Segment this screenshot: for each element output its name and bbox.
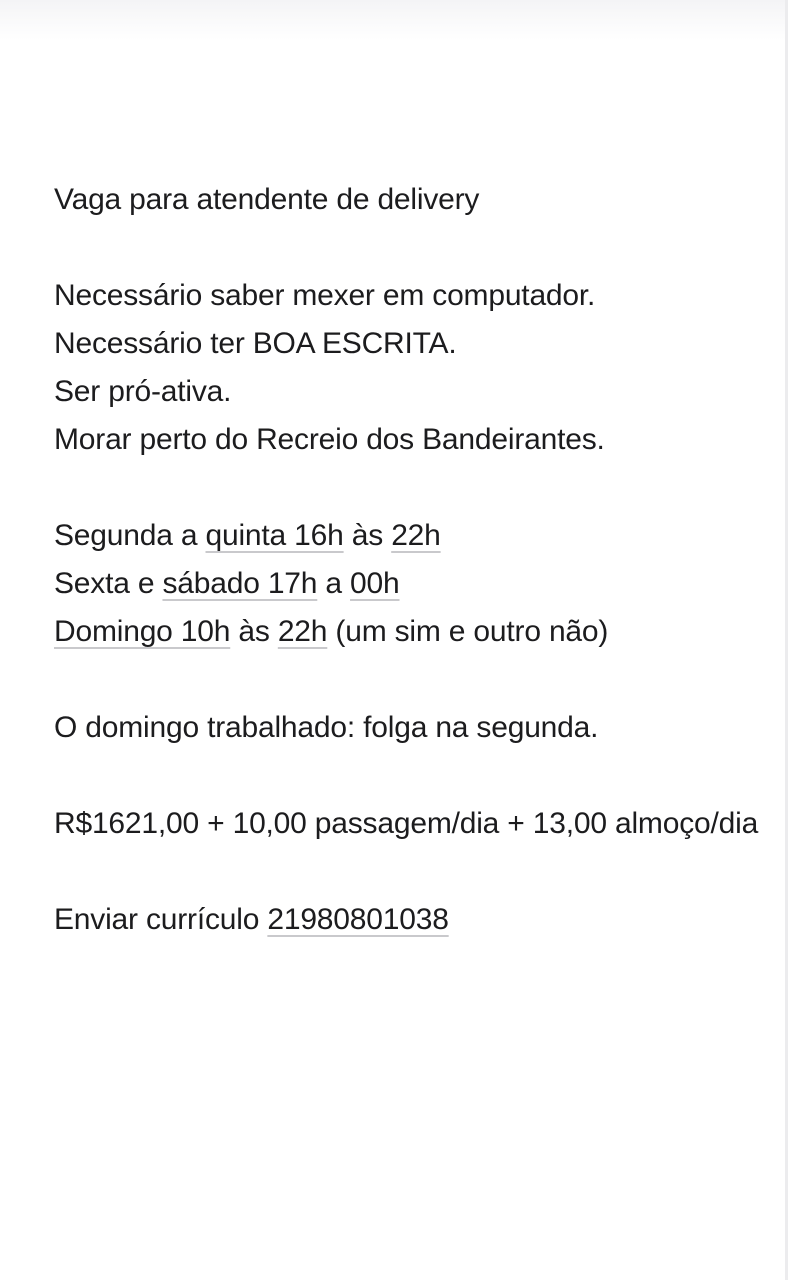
contact-label: Enviar currículo — [54, 903, 268, 936]
schedule-sunday-note: (um sim e outro não) — [327, 615, 609, 648]
phone-number-link[interactable]: 21980801038 — [267, 903, 449, 936]
schedule-fri-sat-end-link[interactable]: 00h — [350, 567, 400, 600]
blank-line — [54, 464, 769, 512]
note-body[interactable] — [54, 176, 769, 944]
requirement-computer: Necessário saber mexer em computador. — [54, 279, 596, 312]
salary-text: R$1621,00 + 10,00 passagem/dia + 13,00 almoço/dia — [54, 807, 759, 840]
schedule-fri-sat-sep: a — [317, 567, 351, 600]
blank-line — [54, 656, 769, 704]
blank-line — [54, 848, 769, 896]
blank-line — [54, 752, 769, 800]
contact-line — [54, 896, 769, 944]
schedule-weekday — [54, 512, 769, 560]
requirement-writing: Necessário ter BOA ESCRITA. — [54, 327, 457, 360]
schedule-fri-sat-text: Sexta e — [54, 567, 163, 600]
schedule-weekday-text: Segunda a — [54, 519, 206, 552]
day-off-text: O domingo trabalhado: folga na segunda. — [54, 711, 599, 744]
schedule-fri-sat-start-link[interactable]: sábado 17h — [162, 567, 318, 600]
schedule-fri-sat — [54, 560, 769, 608]
top-fade — [0, 0, 788, 40]
schedule-weekday-sep: às — [343, 519, 392, 552]
schedule-sunday — [54, 608, 769, 656]
schedule-weekday-end-link[interactable]: 22h — [391, 519, 441, 552]
schedule-sunday-end-link[interactable]: 22h — [277, 615, 328, 648]
blank-line — [54, 224, 769, 272]
schedule-sunday-sep: às — [230, 615, 278, 648]
note-title: Vaga para atendente de delivery — [54, 183, 480, 216]
requirement-proactive: Ser pró-ativa. — [54, 375, 232, 408]
requirement-location: Morar perto do Recreio dos Bandeirantes. — [54, 423, 605, 456]
schedule-weekday-start-link[interactable]: quinta 16h — [205, 519, 344, 552]
schedule-sunday-start-link[interactable]: Domingo 10h — [54, 615, 231, 648]
